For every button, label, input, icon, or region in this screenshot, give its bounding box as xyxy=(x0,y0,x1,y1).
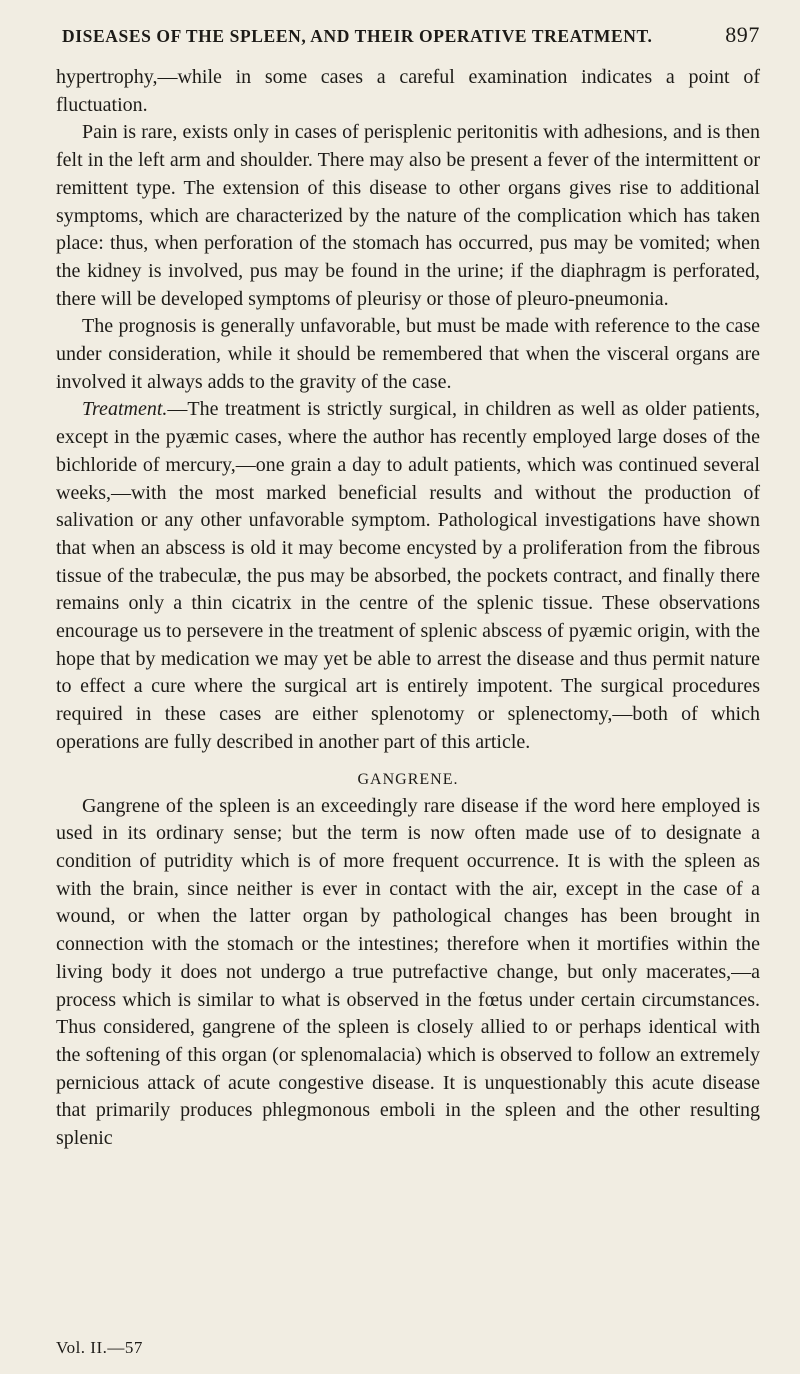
paragraph-continuation: hypertrophy,—while in some cases a careful examination indicates a point of fluctuation. xyxy=(56,66,760,116)
paragraph-prognosis: The prognosis is generally unfavorable, but must be made with reference to the case under consideration, while it should be remembered that when the visceral organs are involved it always adds to the gravity of the case. xyxy=(56,315,760,393)
section-heading-gangrene: GANGRENE. xyxy=(357,770,459,788)
running-header xyxy=(62,22,760,48)
signature-mark: Vol. II.—57 xyxy=(56,1338,143,1357)
running-title: DISEASES OF THE SPLEEN, AND THEIR OPERATIVE TREATMENT. xyxy=(62,26,653,46)
paragraph-gangrene: Gangrene of the spleen is an exceedingly rare disease if the word here employed is used in its ordinary sense; but the term is now often made use of to designate a condition of putridity which is of more frequent occurrence. It is with the spleen as with the brain, since neither is ever in contact with the air, except in the case of a wound, or when the latter organ by pathological changes has been brought in connection with the stomach or the intestines; therefore when it mortifies within the living body it does not undergo a true putrefactive change, but only macerates,—a process which is similar to what is observed in the fœtus under certain circumstances. Thus considered, gangrene of the spleen is closely allied to or perhaps identical with the softening of this organ (or splenomalacia) which is observed to follow an extremely pernicious attack of acute congestive disease. It is unquestionably this acute disease that primarily produces phlegmonous emboli in the spleen and the other resulting splenic xyxy=(56,794,760,1150)
page-number: 897 xyxy=(725,22,760,47)
paragraph-pain: Pain is rare, exists only in cases of perisplenic peritonitis with adhesions, and is then felt in the left arm and shoulder. There may also be present a fever of the intermittent or remittent type. The extension of this disease to other organs gives rise to additional symptoms, which are characterized by the nature of the complication which has taken place: thus, when perforation of the stomach has occurred, pus may be vomited; when the kidney is involved, pus may be found in the urine; if the diaphragm is perforated, there will be developed symptoms of pleurisy or those of pleuro-pneumonia. xyxy=(56,121,760,310)
body-text xyxy=(56,64,760,1153)
treatment-text: —The treatment is strictly surgical, in children as well as older patients, except in the pyæmic cases, where the author has recently employed large doses of the bichloride of mercury,—one grain a day to adult patients, which was continued several weeks,—with the most marked beneficial results and without the production of salivation or any other unfavorable symptom. Pathological investigations have shown that when an abscess is old it may become encysted by a proliferation from the fibrous tissue of the trabeculæ, the pus may be absorbed, the pockets contract, and finally there remains only a thin cicatrix in the centre of the splenic tissue. These observations encourage us to persevere in the treatment of splenic abscess of pyæmic origin, with the hope that by medication we may yet be able to arrest the disease and thus permit nature to effect a cure where the surgical art is entirely impotent. The surgical procedures required in these cases are either splenotomy or splenectomy,—both of which operations are fully described in another part of this article. xyxy=(56,398,760,753)
treatment-lead: Treatment. xyxy=(82,398,168,421)
paragraph-treatment xyxy=(56,396,760,756)
